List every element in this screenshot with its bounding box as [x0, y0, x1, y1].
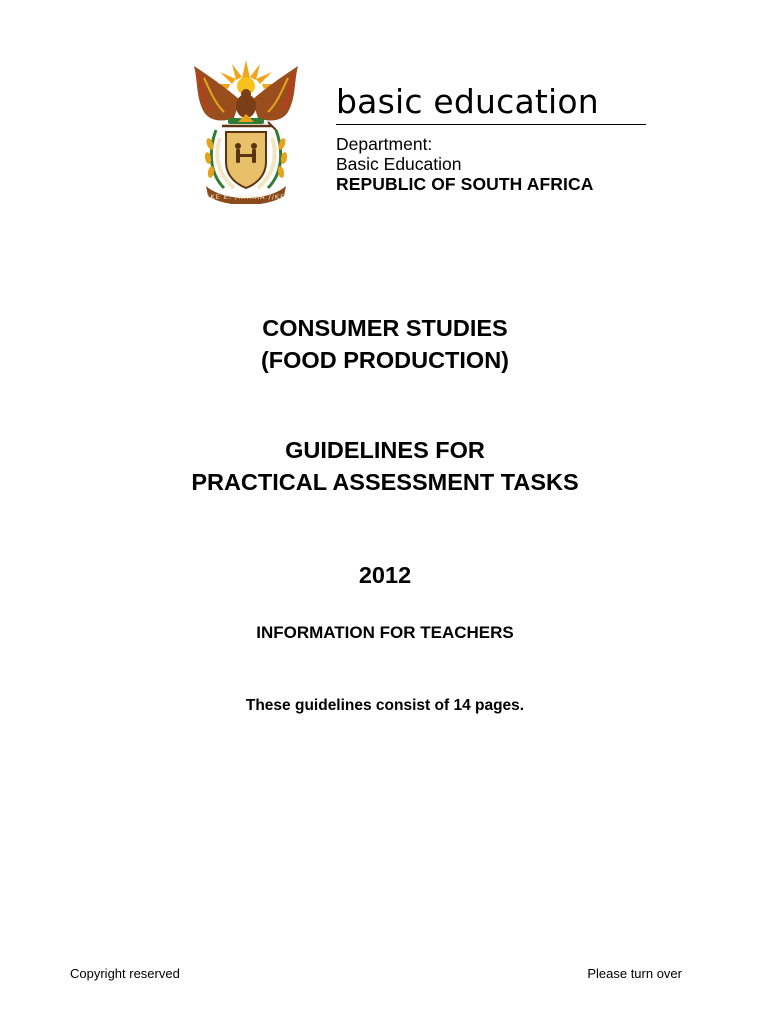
- letterhead: [0, 0, 770, 220]
- footer-turn-over: Please turn over: [587, 966, 682, 981]
- svg-text:!KE E: /XARRA //KE: !KE E: /XARRA //KE: [206, 193, 286, 201]
- subtitle-line-2: PRACTICAL ASSESSMENT TASKS: [191, 469, 579, 495]
- document-title: [0, 312, 770, 376]
- brand-name: basic education: [336, 82, 599, 121]
- page-count-note: These guidelines consist of 14 pages.: [245, 697, 525, 714]
- coat-of-arms-icon: [180, 56, 312, 204]
- department-label: Department:: [336, 134, 433, 154]
- title-line-2: (FOOD PRODUCTION): [260, 347, 510, 373]
- department-branding: [336, 82, 648, 194]
- audience-heading: INFORMATION FOR TEACHERS: [256, 623, 514, 642]
- document-year: 2012: [358, 562, 412, 588]
- title-line-1: CONSUMER STUDIES: [262, 315, 508, 341]
- footer-copyright: Copyright reserved: [70, 966, 180, 981]
- subtitle-line-1: GUIDELINES FOR: [285, 437, 485, 463]
- country-name: REPUBLIC OF SOUTH AFRICA: [336, 174, 594, 194]
- document-subtitle: [0, 434, 770, 498]
- department-name: Basic Education: [336, 154, 462, 174]
- brand-divider: [336, 124, 646, 125]
